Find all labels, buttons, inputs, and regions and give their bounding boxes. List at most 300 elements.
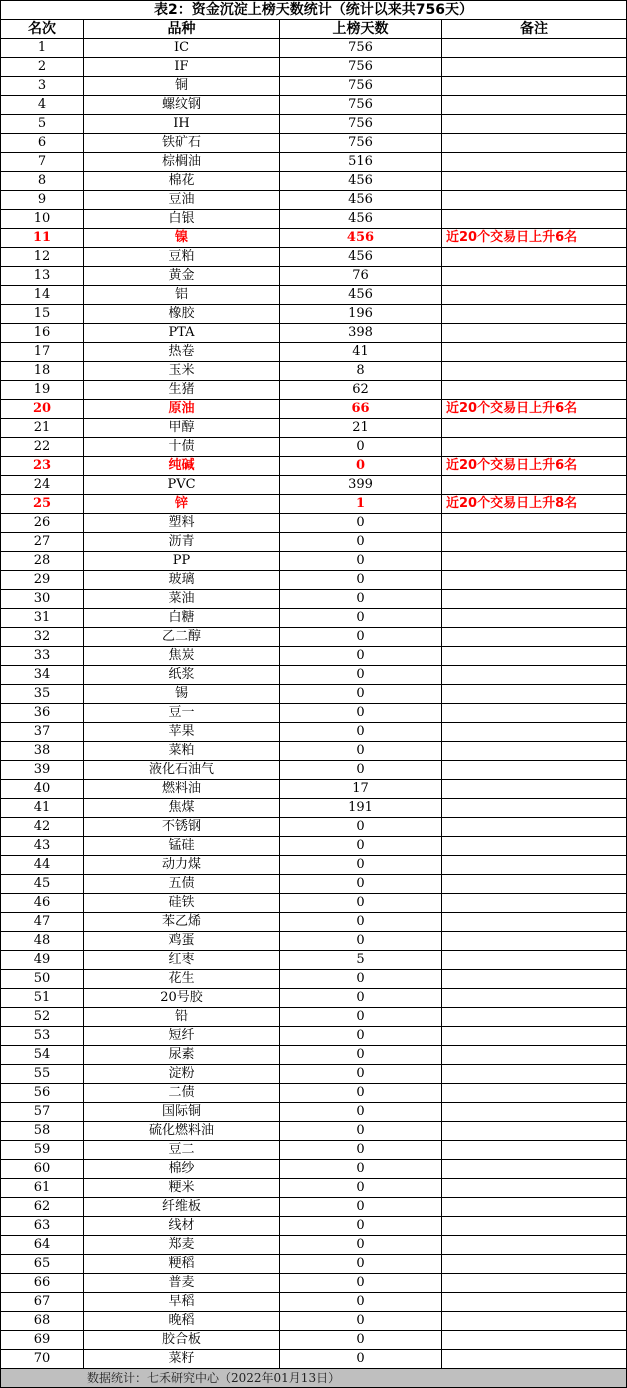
cell-name: 菜油 [84,590,280,609]
cell-note [442,362,627,381]
cell-name: 红枣 [84,951,280,970]
cell-name: 焦煤 [84,799,280,818]
cell-rank: 11 [1,229,84,248]
table-row [1,1160,627,1179]
cell-rank: 12 [1,248,84,267]
cell-note [442,1179,627,1198]
cell-days: 41 [280,343,442,362]
table-row [1,1122,627,1141]
cell-name: 豆油 [84,191,280,210]
table-row [1,1331,627,1350]
cell-note [442,723,627,742]
cell-note [442,932,627,951]
table-row [1,343,627,362]
cell-rank: 41 [1,799,84,818]
cell-rank: 65 [1,1255,84,1274]
cell-rank: 58 [1,1122,84,1141]
table-row [1,1236,627,1255]
cell-note [442,609,627,628]
cell-note [442,1217,627,1236]
cell-days: 0 [280,1312,442,1331]
cell-name: 液化石油气 [84,761,280,780]
cell-name: 乙二醇 [84,628,280,647]
cell-days: 756 [280,134,442,153]
cell-days: 456 [280,248,442,267]
cell-note [442,58,627,77]
cell-days: 0 [280,970,442,989]
cell-name: IH [84,115,280,134]
cell-days: 0 [280,1122,442,1141]
cell-name: 焦炭 [84,647,280,666]
cell-name: 白糖 [84,609,280,628]
cell-days: 0 [280,533,442,552]
cell-days: 398 [280,324,442,343]
cell-rank: 66 [1,1274,84,1293]
cell-note [442,837,627,856]
table-row [1,818,627,837]
cell-name: 豆二 [84,1141,280,1160]
table-row [1,647,627,666]
cell-rank: 62 [1,1198,84,1217]
cell-rank: 44 [1,856,84,875]
cell-note [442,856,627,875]
cell-name: 花生 [84,970,280,989]
table-row [1,58,627,77]
cell-name: 菜粕 [84,742,280,761]
cell-name: 郑麦 [84,1236,280,1255]
cell-name: 铅 [84,1008,280,1027]
cell-days: 0 [280,1198,442,1217]
cell-note [442,39,627,58]
cell-days: 0 [280,837,442,856]
cell-rank: 48 [1,932,84,951]
cell-days: 0 [280,552,442,571]
cell-note [442,799,627,818]
table-row [1,381,627,400]
cell-rank: 40 [1,780,84,799]
cell-rank: 27 [1,533,84,552]
cell-name: 线材 [84,1217,280,1236]
cell-days: 456 [280,172,442,191]
cell-note [442,286,627,305]
table-row [1,913,627,932]
table-row [1,1312,627,1331]
cell-name: 锌 [84,495,280,514]
cell-days: 0 [280,1008,442,1027]
table-row [1,400,627,419]
cell-days: 0 [280,1236,442,1255]
cell-days: 756 [280,77,442,96]
cell-note [442,1141,627,1160]
cell-rank: 42 [1,818,84,837]
table-row [1,609,627,628]
table-row [1,1274,627,1293]
cell-days: 0 [280,1046,442,1065]
cell-rank: 56 [1,1084,84,1103]
cell-rank: 50 [1,970,84,989]
cell-days: 0 [280,856,442,875]
cell-note [442,1008,627,1027]
cell-name: 豆粕 [84,248,280,267]
table-row [1,837,627,856]
table-row [1,96,627,115]
cell-days: 756 [280,96,442,115]
table-row [1,476,627,495]
cell-note [442,1274,627,1293]
cell-rank: 14 [1,286,84,305]
cell-note [442,419,627,438]
cell-name: 塑料 [84,514,280,533]
cell-name: 20号胶 [84,989,280,1008]
cell-rank: 64 [1,1236,84,1255]
cell-days: 399 [280,476,442,495]
cell-name: 铝 [84,286,280,305]
cell-days: 0 [280,1331,442,1350]
cell-name: 甲醇 [84,419,280,438]
cell-days: 0 [280,1084,442,1103]
cell-name: 原油 [84,400,280,419]
cell-name: PP [84,552,280,571]
table-row [1,267,627,286]
cell-name: 淀粉 [84,1065,280,1084]
cell-name: 纯碱 [84,457,280,476]
cell-rank: 43 [1,837,84,856]
cell-rank: 46 [1,894,84,913]
cell-days: 17 [280,780,442,799]
table-row [1,362,627,381]
cell-name: 胶合板 [84,1331,280,1350]
cell-name: 锡 [84,685,280,704]
table-row [1,970,627,989]
table-row [1,552,627,571]
cell-note [442,913,627,932]
cell-days: 0 [280,1141,442,1160]
cell-note [442,552,627,571]
cell-rank: 15 [1,305,84,324]
cell-rank: 45 [1,875,84,894]
cell-days: 0 [280,932,442,951]
table-row [1,1217,627,1236]
cell-note [442,989,627,1008]
cell-days: 0 [280,647,442,666]
cell-note [442,647,627,666]
cell-rank: 25 [1,495,84,514]
cell-days: 0 [280,761,442,780]
table-row [1,495,627,514]
cell-days: 0 [280,913,442,932]
cell-days: 5 [280,951,442,970]
cell-rank: 61 [1,1179,84,1198]
cell-rank: 24 [1,476,84,495]
table-row [1,1103,627,1122]
cell-note [442,1350,627,1369]
cell-note [442,970,627,989]
cell-days: 0 [280,1274,442,1293]
cell-rank: 8 [1,172,84,191]
table-row [1,210,627,229]
header-note: 备注 [442,20,627,39]
cell-name: 镍 [84,229,280,248]
cell-note [442,172,627,191]
cell-days: 456 [280,191,442,210]
cell-name: 尿素 [84,1046,280,1065]
cell-note [442,77,627,96]
cell-rank: 19 [1,381,84,400]
cell-note [442,1198,627,1217]
cell-rank: 7 [1,153,84,172]
cell-rank: 37 [1,723,84,742]
table-row [1,438,627,457]
cell-rank: 29 [1,571,84,590]
cell-days: 0 [280,704,442,723]
cell-rank: 57 [1,1103,84,1122]
table-row [1,666,627,685]
cell-name: 热卷 [84,343,280,362]
cell-name: 粳稻 [84,1255,280,1274]
table-row [1,799,627,818]
cell-name: 硫化燃料油 [84,1122,280,1141]
cell-days: 0 [280,1160,442,1179]
cell-days: 0 [280,666,442,685]
cell-note [442,1255,627,1274]
cell-days: 516 [280,153,442,172]
table-row [1,1065,627,1084]
table-row [1,1027,627,1046]
cell-days: 456 [280,229,442,248]
cell-rank: 18 [1,362,84,381]
footer-row [1,1369,627,1388]
cell-days: 0 [280,894,442,913]
cell-days: 0 [280,1217,442,1236]
cell-name: 国际铜 [84,1103,280,1122]
cell-note [442,761,627,780]
cell-name: 鸡蛋 [84,932,280,951]
cell-rank: 55 [1,1065,84,1084]
cell-name: 二债 [84,1084,280,1103]
cell-days: 196 [280,305,442,324]
table-row [1,77,627,96]
cell-rank: 21 [1,419,84,438]
table-row [1,989,627,1008]
cell-days: 0 [280,723,442,742]
cell-days: 456 [280,286,442,305]
header-name: 品种 [84,20,280,39]
cell-name: 纤维板 [84,1198,280,1217]
cell-days: 0 [280,514,442,533]
cell-name: 橡胶 [84,305,280,324]
title-row [1,1,627,20]
cell-days: 756 [280,58,442,77]
cell-rank: 23 [1,457,84,476]
cell-rank: 52 [1,1008,84,1027]
cell-days: 0 [280,685,442,704]
cell-rank: 38 [1,742,84,761]
cell-rank: 51 [1,989,84,1008]
table-title: 表2：资金沉淀上榜天数统计（统计以来共756天） [1,1,627,20]
cell-days: 0 [280,438,442,457]
cell-rank: 63 [1,1217,84,1236]
cell-rank: 9 [1,191,84,210]
cell-name: 螺纹钢 [84,96,280,115]
cell-days: 1 [280,495,442,514]
cell-name: PTA [84,324,280,343]
cell-note [442,951,627,970]
cell-days: 0 [280,590,442,609]
table-row [1,704,627,723]
cell-rank: 36 [1,704,84,723]
cell-note [442,324,627,343]
cell-days: 191 [280,799,442,818]
cell-note [442,191,627,210]
cell-name: 玉米 [84,362,280,381]
cell-rank: 2 [1,58,84,77]
table-row [1,229,627,248]
cell-days: 0 [280,1179,442,1198]
cell-note [442,381,627,400]
table-row [1,761,627,780]
cell-note [442,115,627,134]
cell-name: 棉纱 [84,1160,280,1179]
table-row [1,685,627,704]
table-row [1,248,627,267]
cell-name: 动力煤 [84,856,280,875]
cell-note [442,1065,627,1084]
table-row [1,1198,627,1217]
cell-name: 沥青 [84,533,280,552]
cell-name: 苹果 [84,723,280,742]
table-row [1,324,627,343]
cell-note: 近20个交易日上升6名 [442,457,627,476]
data-source-footer: 数据统计：七禾研究中心（2022年01月13日） [1,1369,627,1388]
cell-days: 8 [280,362,442,381]
cell-name: 不锈钢 [84,818,280,837]
cell-note [442,1046,627,1065]
cell-rank: 68 [1,1312,84,1331]
table-row [1,723,627,742]
cell-name: 硅铁 [84,894,280,913]
cell-days: 62 [280,381,442,400]
cell-rank: 35 [1,685,84,704]
table-row [1,1350,627,1369]
cell-name: 锰硅 [84,837,280,856]
table-row [1,115,627,134]
cell-days: 76 [280,267,442,286]
table-row [1,39,627,58]
cell-rank: 53 [1,1027,84,1046]
cell-name: 棕榈油 [84,153,280,172]
cell-name: 豆一 [84,704,280,723]
cell-days: 0 [280,1255,442,1274]
cell-name: 短纤 [84,1027,280,1046]
table-row [1,305,627,324]
cell-rank: 70 [1,1350,84,1369]
header-rank: 名次 [1,20,84,39]
cell-rank: 54 [1,1046,84,1065]
cell-rank: 16 [1,324,84,343]
cell-note [442,685,627,704]
cell-note [442,210,627,229]
cell-days: 0 [280,609,442,628]
table-row [1,134,627,153]
table-row [1,780,627,799]
cell-note [442,894,627,913]
cell-name: 早稻 [84,1293,280,1312]
table-row [1,533,627,552]
table-row [1,628,627,647]
cell-days: 0 [280,571,442,590]
cell-days: 0 [280,457,442,476]
cell-days: 756 [280,39,442,58]
cell-days: 0 [280,1350,442,1369]
table-row [1,932,627,951]
cell-note [442,571,627,590]
cell-name: PVC [84,476,280,495]
cell-rank: 47 [1,913,84,932]
cell-note: 近20个交易日上升6名 [442,400,627,419]
cell-name: 纸浆 [84,666,280,685]
cell-rank: 5 [1,115,84,134]
cell-days: 66 [280,400,442,419]
cell-days: 0 [280,1065,442,1084]
cell-name: 生猪 [84,381,280,400]
table-row [1,856,627,875]
table-row [1,571,627,590]
cell-rank: 49 [1,951,84,970]
cell-rank: 4 [1,96,84,115]
cell-rank: 17 [1,343,84,362]
cell-rank: 60 [1,1160,84,1179]
cell-name: IC [84,39,280,58]
cell-note [442,343,627,362]
cell-note [442,628,627,647]
cell-rank: 34 [1,666,84,685]
cell-note [442,1084,627,1103]
cell-rank: 20 [1,400,84,419]
cell-rank: 39 [1,761,84,780]
cell-rank: 67 [1,1293,84,1312]
cell-note [442,1236,627,1255]
cell-name: 粳米 [84,1179,280,1198]
cell-name: 五债 [84,875,280,894]
cell-days: 0 [280,1103,442,1122]
table-body [1,1,627,1388]
cell-rank: 69 [1,1331,84,1350]
cell-name: 燃料油 [84,780,280,799]
cell-rank: 30 [1,590,84,609]
cell-rank: 59 [1,1141,84,1160]
cell-rank: 1 [1,39,84,58]
table-row [1,875,627,894]
cell-rank: 13 [1,267,84,286]
cell-rank: 3 [1,77,84,96]
table-row [1,590,627,609]
cell-rank: 6 [1,134,84,153]
cell-name: 玻璃 [84,571,280,590]
cell-rank: 26 [1,514,84,533]
cell-note [442,1331,627,1350]
table-row [1,1084,627,1103]
cell-note [442,1103,627,1122]
header-row [1,20,627,39]
table-row [1,742,627,761]
cell-name: 晚稻 [84,1312,280,1331]
header-days: 上榜天数 [280,20,442,39]
cell-name: IF [84,58,280,77]
cell-note [442,704,627,723]
cell-days: 0 [280,742,442,761]
cell-name: 黄金 [84,267,280,286]
table-row [1,1141,627,1160]
